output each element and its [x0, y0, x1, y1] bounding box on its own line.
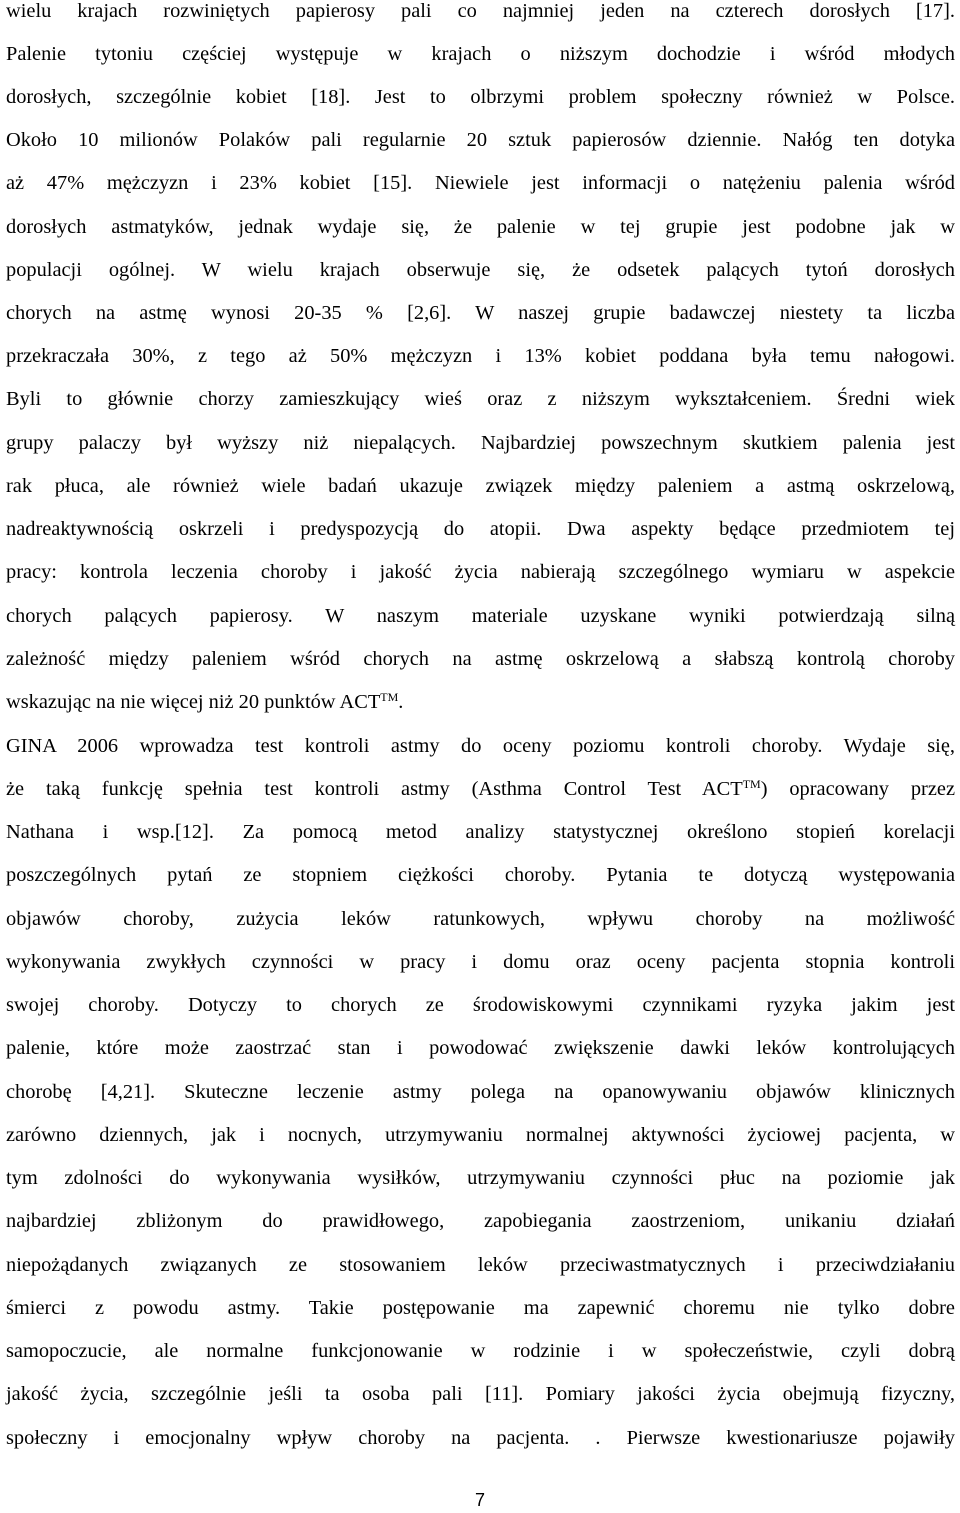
- text-line: nadreaktywnością oskrzeli i predyspozycją do atopii. Dwa aspekty będące przedmiotem tej: [6, 518, 955, 540]
- text-line: palenie, które może zaostrzać stan i powodować zwiększenie dawki leków kontrolujących: [6, 1037, 955, 1059]
- text-run: .: [398, 691, 404, 713]
- text-line: samopoczucie, ale normalne funkcjonowanie w rodzinie i w społeczeństwie, czyli dobrą: [6, 1340, 955, 1362]
- text-line: wykonywania zwykłych czynności w pracy i domu oraz oceny pacjenta stopnia kontroli: [6, 951, 955, 973]
- text-line: chorych na astmę wynosi 20-35 % [2,6]. W naszej grupie badawczej niestety ta liczba: [6, 302, 955, 324]
- trademark-superscript: TM: [380, 690, 399, 704]
- page-number: 7: [474, 1490, 485, 1510]
- text-line: najbardziej zbliżonym do prawidłowego, zapobiegania zaostrzeniom, unikaniu działań: [6, 1210, 955, 1232]
- text-line: grupy palaczy był wyższy niż niepalących. Najbardziej powszechnym skutkiem palenia jest: [6, 432, 955, 454]
- text-run: wskazując na nie więcej niż 20 punktów ACT: [6, 691, 381, 713]
- text-line: niepożądanych związanych ze stosowaniem leków przeciwastmatycznych i przeciwdziałaniu: [6, 1254, 955, 1276]
- text-line: przekraczała 30%, z tego aż 50% mężczyzn i 13% kobiet poddana była temu nałogowi.: [6, 345, 955, 367]
- text-line: populacji ogólnej. W wielu krajach obserwuje się, że odsetek palących tytoń dorosłych: [6, 259, 955, 281]
- text-run: ) opracowany przez: [760, 778, 956, 800]
- text-line: GINA 2006 wprowadza test kontroli astmy do oceny poziomu kontroli choroby. Wydaje się,: [6, 735, 955, 757]
- text-line: dorosłych astmatyków, jednak wydaje się, że palenie w tej grupie jest podobne jak w: [6, 216, 955, 238]
- text-line: społeczny i emocjonalny wpływ choroby na pacjenta. . Pierwsze kwestionariusze pojawiły: [6, 1427, 955, 1449]
- text-line: Nathana i wsp.[12]. Za pomocą metod analizy statystycznej określono stopień korelacji: [6, 821, 955, 843]
- text-line: dorosłych, szczególnie kobiet [18]. Jest to olbrzymi problem społeczny również w Polsce.: [6, 86, 955, 108]
- text-line: poszczególnych pytań ze stopniem ciężkości choroby. Pytania te dotyczą występowania: [6, 864, 955, 886]
- text-line: tym zdolności do wykonywania wysiłków, utrzymywaniu czynności płuc na poziomie jak: [6, 1167, 955, 1189]
- text-line: objawów choroby, zużycia leków ratunkowych, wpływu choroby na możliwość: [6, 908, 955, 930]
- text-run: że taką funkcję spełnia test kontroli astmy (Asthma Control Test ACT: [6, 778, 743, 800]
- text-line: chorych palących papierosy. W naszym materiale uzyskane wyniki potwierdzają silną: [6, 605, 955, 627]
- text-line: jakość życia, szczególnie jeśli ta osoba pali [11]. Pomiary jakości życia obejmują fizyczny,: [6, 1383, 955, 1405]
- text-line: swojej choroby. Dotyczy to chorych ze środowiskowymi czynnikami ryzyka jakim jest: [6, 994, 955, 1016]
- text-line: chorobę [4,21]. Skuteczne leczenie astmy polega na opanowywaniu objawów klinicznych: [6, 1081, 955, 1103]
- text-line: Palenie tytoniu częściej występuje w krajach o niższym dochodzie i wśród młodych: [6, 43, 955, 65]
- text-line: [6, 774, 955, 804]
- text-line: wielu krajach rozwiniętych papierosy pali co najmniej jeden na czterech dorosłych [17].: [6, 0, 955, 22]
- trademark-superscript: TM: [742, 777, 761, 791]
- text-line: [6, 687, 955, 717]
- text-line: aż 47% mężczyzn i 23% kobiet [15]. Niewiele jest informacji o natężeniu palenia wśród: [6, 172, 955, 194]
- text-line: zarówno dziennych, jak i nocnych, utrzymywaniu normalnej aktywności życiowej pacjenta, w: [6, 1124, 955, 1146]
- text-line: rak płuca, ale również wiele badań ukazuje związek między paleniem a astmą oskrzelową,: [6, 475, 955, 497]
- text-line: Byli to głównie chorzy zamieszkujący wieś oraz z niższym wykształceniem. Średni wiek: [6, 388, 955, 410]
- text-line: pracy: kontrola leczenia choroby i jakość życia nabierają szczególnego wymiaru w aspekcie: [6, 561, 955, 583]
- text-line: zależność między paleniem wśród chorych na astmę oskrzelową a słabszą kontrolą choroby: [6, 648, 955, 670]
- text-line: Około 10 milionów Polaków pali regularnie 20 sztuk papierosów dziennie. Nałóg ten dotyka: [6, 129, 955, 151]
- text-line: śmierci z powodu astmy. Takie postępowanie ma zapewnić choremu nie tylko dobre: [6, 1297, 955, 1319]
